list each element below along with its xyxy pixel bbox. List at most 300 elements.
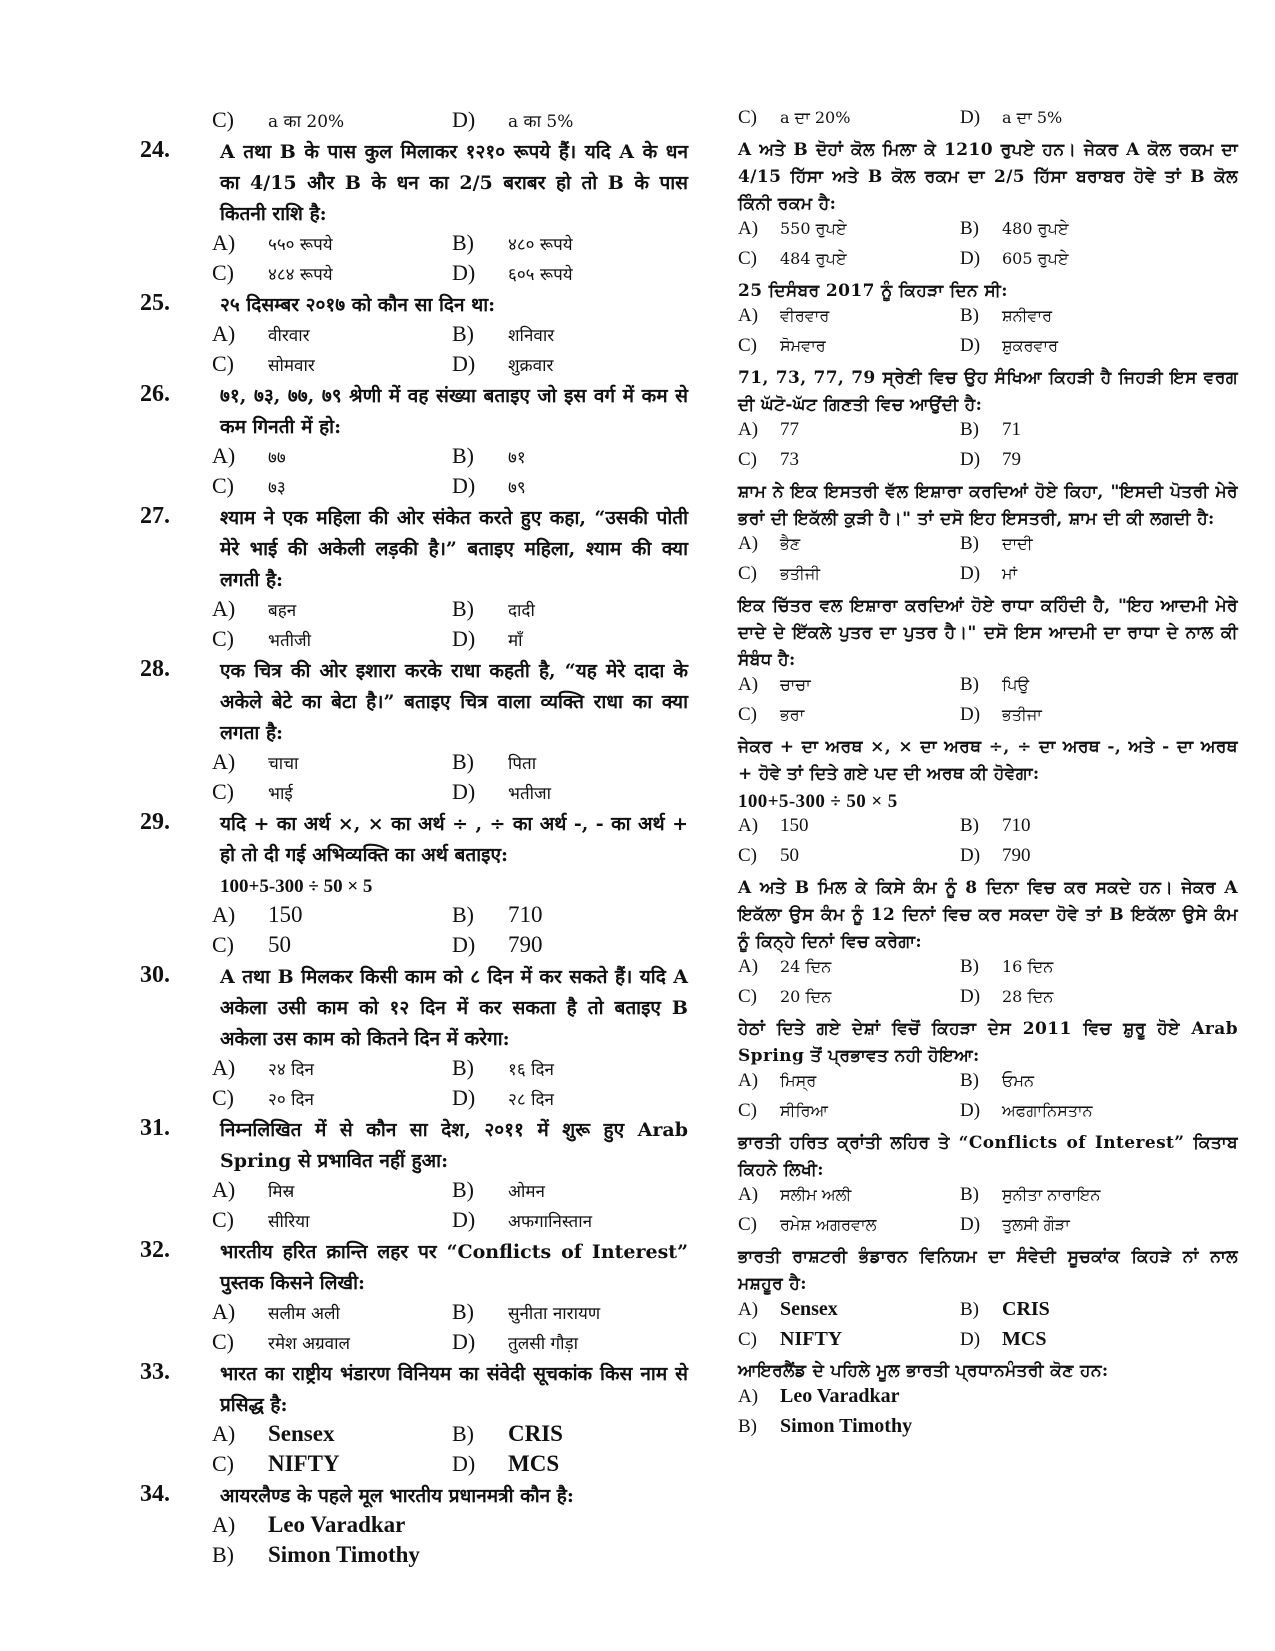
option [960,107,1062,129]
question-text: निम्नलिखित में से कौन सा देश, २०११ में शुरू हुए Arab Spring से प्रभावित नहीं हुआ: [220,1119,688,1172]
option-text: 150 [780,815,809,836]
option [212,351,315,377]
option [452,443,526,469]
option-label: B) [960,1184,979,1205]
option-label: B) [452,1299,474,1324]
option [960,305,1052,327]
options [140,596,688,656]
question [140,1115,688,1237]
option [738,986,831,1008]
option [452,1055,554,1081]
option [212,230,333,256]
option [212,1542,420,1568]
option-text: ਚਾਚਾ [780,675,811,694]
option-label: C) [212,1451,234,1476]
options [738,674,1238,734]
option [452,1329,578,1355]
options [738,305,1238,365]
option [738,107,850,129]
option [212,321,310,347]
option [212,749,298,775]
question-number: 24. [140,137,170,163]
question-text: A तथा B मिलकर किसी काम को ८ दिन में कर सकते हैं। यदि A अकेला उसी काम को १२ दिन में कर सकता है तो बताइए B अकेला उस काम को कितने दिन में करेगा: [220,966,688,1050]
question-text: श्याम ने एक महिला की ओर संकेत करते हुए कहा, “उसकी पोती मेरे भाई की अकेली लड़की है।” बताइए महिला, श्याम की क्या लगती है: [220,507,688,591]
option-text: a ਦਾ 5% [1002,108,1063,127]
option [738,1415,912,1438]
option [738,335,826,357]
option-text: २४ दिन [268,1060,314,1080]
option-label: B) [452,1421,474,1446]
option-label: D) [960,1214,981,1235]
option [738,305,829,327]
option-text: ਪਿਉ [1002,675,1030,694]
option [212,260,333,286]
option-label: C) [738,1100,757,1121]
options [738,218,1238,278]
option [738,845,799,867]
option [738,1385,899,1408]
option-text: 50 [268,932,291,957]
option-label: D) [452,473,476,498]
option [738,1184,851,1206]
option-text: 50 [780,845,799,866]
option-text: 480 ਰੁਪਏ [1002,219,1069,238]
question-text: भारतीय हरित क्रान्ति लहर पर “Conflicts of Interest” पुस्तक किसने लिखी: [220,1241,688,1294]
option-label: D) [452,1451,476,1476]
option [212,1512,405,1538]
options [140,749,688,809]
option-label: C) [738,248,757,269]
option [738,563,820,585]
option-text: 710 [508,902,543,927]
option-text: ४८० रूपये [508,235,573,255]
option-text: भतीजी [268,631,312,651]
option-label: D) [960,986,981,1007]
option [452,626,523,652]
option [212,1055,314,1081]
option [960,419,1021,441]
option-text: १६ दिन [508,1060,554,1080]
option [960,674,1029,696]
option-text: ਸੋਮਵਾਰ [780,336,826,355]
question [140,381,688,503]
option-text: 790 [1002,845,1031,866]
option-label: A) [212,749,236,774]
question-number: 34. [140,1481,170,1507]
option-text: ਸ਼ੁਕਰਵਾਰ [1002,336,1059,355]
option-label: A) [738,674,759,695]
option-label: A) [212,1421,236,1446]
question-number: 26. [140,381,170,407]
options [140,443,688,503]
option-text: ਭਰਾ [780,705,805,724]
option-label: A) [738,305,759,326]
option-label: B) [960,218,979,239]
option [452,1451,559,1477]
question-number: 27. [140,503,170,529]
option-label: C) [212,1329,234,1354]
option-text: Sensex [780,1298,838,1320]
option-label: A) [738,1070,759,1091]
question [140,1481,688,1572]
option-text: माँ [508,631,523,651]
option-text: MCS [1002,1328,1047,1350]
option [452,107,573,133]
option-label: A) [738,815,759,836]
option-label: B) [452,596,474,621]
option-text: ਮਿਸ੍ਰ [780,1071,817,1090]
options [140,107,688,137]
option-text: 77 [780,419,799,440]
option [738,1328,842,1351]
option-label: C) [738,704,757,725]
option-text: ਦਾਦੀ [1002,534,1033,553]
option [738,1100,828,1122]
option-label: D) [452,260,476,285]
option [212,1085,314,1111]
option-label: D) [452,107,476,132]
option-label: A) [738,419,759,440]
option-text: भतीजा [508,784,552,804]
option-label: B) [960,815,979,836]
question [738,278,1238,365]
option-label: D) [452,1207,476,1232]
option-label: B) [452,1055,474,1080]
question-text: A ਅਤੇ B ਦੋਹਾਂ ਕੋਲ ਮਿਲਾ ਕੇ 1210 ਰੁਪਏ ਹਨ। ਜੇਕਰ A ਕੋਲ ਰਕਮ ਦਾ 4/15 ਹਿੱਸਾ ਅਤੇ B ਕੋਲ ਰਕਮ ਦਾ 2/5 ਹਿੱਸਾ ਬਰਾਬਰ ਹੋਵੇ ਤਾਂ B ਕੋਲ ਕਿੰਨੀ ਰਕਮ ਹੈ: [738,140,1238,214]
option-text: ਤੁਲਸੀ ਗੌੜਾ [1002,1215,1070,1234]
options [738,533,1238,593]
option-label: D) [960,704,981,725]
option [960,845,1031,867]
option-text: 73 [780,449,799,470]
option-text: 28 ਦਿਨ [1002,987,1054,1006]
options [738,419,1238,479]
option-label: D) [960,107,981,128]
options [738,1385,1238,1445]
option-label: B) [738,1416,757,1437]
option-label: A) [212,902,236,927]
option [960,956,1053,978]
options [738,956,1238,1016]
option-label: A) [738,956,759,977]
option-text: a का 20% [268,112,345,132]
option [738,815,809,837]
option-label: D) [960,1329,981,1350]
option [738,449,799,471]
option [738,956,831,978]
option-label: B) [452,1177,474,1202]
option-text: ५५० रूपये [268,235,333,255]
option-label: C) [212,351,234,376]
option-label: C) [212,107,234,132]
option [960,563,1017,585]
option-text: ਭੈਣ [780,534,801,553]
option-text: ਭਤੀਜਾ [1002,705,1042,724]
option-text: अफगानिस्तान [508,1212,593,1232]
question [738,1130,1238,1244]
option-label: B) [960,1070,979,1091]
expression: 100+5-300 ÷ 50 × 5 [738,791,898,812]
option-text: ਸਲੀਮ ਅਲੀ [780,1185,852,1204]
question-text: ਆਇਰਲੈਂਡ ਦੇ ਪਹਿਲੇ ਮੂਲ ਭਾਰਤੀ ਪ੍ਰਧਾਨਮੰਤਰੀ ਕੋਣ ਹਨ: [738,1361,1109,1381]
option [212,1177,294,1203]
option-text: ७३ [268,478,286,498]
option-label: C) [212,779,234,804]
option [212,932,291,958]
option-label: B) [960,1299,979,1320]
option [738,1298,838,1321]
question-text: यदि + का अर्थ ×, × का अर्थ ÷ , ÷ का अर्थ -, - का अर्थ + हो तो दी गई अभिव्यक्ति का अर्थ बताइए: [220,813,688,866]
option-text: ਸੁਨੀਤਾ ਨਾਰਾਇਨ [1002,1185,1101,1204]
question-number: 29. [140,809,170,835]
option-text: a ਦਾ 20% [780,108,851,127]
option-label: D) [960,335,981,356]
option-text: ਸੀਰਿਆ [780,1101,828,1120]
option-text: ਸ਼ਨੀਵਾਰ [1002,306,1052,325]
option [960,449,1021,471]
option-text: NIFTY [268,1451,340,1476]
option [452,1299,600,1325]
option-label: A) [212,1055,236,1080]
question-number: 25. [140,290,170,316]
option [960,248,1069,270]
option-text: ६०५ रूपये [508,265,573,285]
option [212,1451,340,1477]
question [738,365,1238,479]
option-text: Leo Varadkar [268,1512,406,1537]
option-label: C) [212,473,234,498]
option [452,596,535,622]
option-text: CRIS [1002,1298,1050,1320]
options [140,1512,688,1572]
option-label: C) [738,1329,757,1350]
question-text: ਹੇਠਾਂ ਦਿਤੇ ਗਏ ਦੇਸ਼ਾਂ ਵਿਚੋਂ ਕਿਹੜਾ ਦੇਸ 2011 ਵਿਚ ਸ਼ੁਰੂ ਹੋਏ Arab Spring ਤੋਂ ਪ੍ਰਭਾਵਤ ਨਹੀ ਹੋਇਆ: [738,1019,1238,1066]
option-text: Sensex [268,1421,335,1446]
question-text: ਇਕ ਚਿੱਤਰ ਵਲ ਇਸ਼ਾਰਾ ਕਰਦਿਆਂ ਹੋਏ ਰਾਧਾ ਕਹਿੰਦੀ ਹੈ, "ਇਹ ਆਦਮੀ ਮੇਰੇ ਦਾਦੇ ਦੇ ਇੱਕਲੇ ਪੁਤਰ ਦਾ ਪੁਤਰ ਹੈ।" ਦਸੋ ਇਸ ਆਦਮੀ ਦਾ ਰਾਧਾ ਦੇ ਨਾਲ ਕੀ ਸੰਬੰਧ ਹੈ: [738,596,1238,670]
options [738,1298,1238,1358]
option-text: तुलसी गौड़ा [508,1334,578,1354]
question-text: भारत का राष्ट्रीय भंडारण विनियम का संवेदी सूचकांक किस नाम से प्रसिद्ध है: [220,1363,688,1416]
option-label: A) [212,596,236,621]
option-label: A) [738,1299,759,1320]
question-text: आयरलैण्ड के पहले मूल भारतीय प्रधानमत्री कौन है: [220,1485,574,1507]
option-label: C) [738,335,757,356]
option-text: 16 ਦਿਨ [1002,957,1054,976]
question [140,503,688,656]
option [738,704,804,726]
question [140,1237,688,1359]
question [738,479,1238,593]
option [212,473,286,499]
option-text: 24 ਦਿਨ [780,957,832,976]
option-text: बहन [268,601,297,621]
question [140,656,688,809]
punjabi-column [738,107,1238,1445]
option-label: C) [212,1085,234,1110]
option-text: वीरवार [268,326,310,346]
option-label: B) [960,419,979,440]
option-label: A) [212,1512,236,1537]
option-label: A) [738,1184,759,1205]
question-number: 32. [140,1237,170,1263]
question-text: ७१, ७३, ७७, ७९ श्रेणी में वह संख्या बताइए जो इस वर्ग में कम से कम गिनती में हो: [220,385,688,438]
option [452,1421,563,1447]
option [212,1329,350,1355]
question [738,734,1238,875]
option [960,1328,1046,1351]
option-label: B) [960,533,979,554]
options [738,815,1238,875]
option-text: २० दिन [268,1090,314,1110]
option [960,704,1042,726]
option [212,626,311,652]
option-label: B) [960,305,979,326]
option-label: D) [960,449,981,470]
option-label: C) [212,626,234,651]
option-label: C) [738,1214,757,1235]
question-text: २५ दिसम्बर २०१७ को कौन सा दिन था: [220,294,496,316]
option-text: 484 ਰੁਪਏ [780,249,847,268]
option-text: 605 ਰੁਪਏ [1002,249,1069,268]
option [960,1070,1034,1092]
option-label: D) [960,563,981,584]
option [452,779,551,805]
option [452,902,543,928]
question [140,137,688,290]
question-number: 28. [140,656,170,682]
option-label: B) [452,749,474,774]
option-text: a का 5% [508,112,574,132]
option [452,1207,592,1233]
option-text: सोमवार [268,356,315,376]
option-label: A) [738,1386,759,1407]
option-label: B) [960,956,979,977]
option-text: ਮਾਂ [1002,564,1018,583]
option-label: B) [452,230,474,255]
option-label: C) [212,1207,234,1232]
option-text: 79 [1002,449,1021,470]
option-text: Simon Timothy [268,1542,420,1567]
option [960,533,1033,555]
option [452,321,554,347]
option [960,335,1058,357]
option-text: सलीम अली [268,1304,340,1324]
option-text: 790 [508,932,543,957]
option [738,419,799,441]
option-label: C) [738,107,757,128]
option-text: सीरिया [268,1212,310,1232]
option [960,1184,1100,1206]
option-label: A) [738,533,759,554]
option-label: B) [452,443,474,468]
option-label: B) [212,1542,234,1567]
option-text: पिता [508,754,537,774]
option-label: C) [738,845,757,866]
option [960,815,1031,837]
option-text: दादी [508,601,535,621]
expression: 100+5-300 ÷ 50 × 5 [220,876,373,897]
option-text: 71 [1002,419,1021,440]
option [452,1177,545,1203]
options [738,1070,1238,1130]
option-label: D) [960,1100,981,1121]
option-label: D) [960,248,981,269]
option-label: C) [738,563,757,584]
question-text: ਭਾਰਤੀ ਹਰਿਤ ਕ੍ਰਾਂਤੀ ਲਹਿਰ ਤੇ “Conflicts of Interest” ਕਿਤਾਬ ਕਿਹਨੇ ਲਿਖੀ: [738,1133,1238,1180]
option-text: २८ दिन [508,1090,554,1110]
option-text: शनिवार [508,326,555,346]
option-text: NIFTY [780,1328,843,1350]
option-label: D) [452,932,476,957]
option-text: 20 ਦਿਨ [780,987,832,1006]
option [738,1070,816,1092]
option-text: Leo Varadkar [780,1385,900,1407]
hindi-column [140,107,688,1572]
option [212,779,293,805]
option-text: ४८४ रूपये [268,265,333,285]
option-text: ७९ [508,478,526,498]
option-text: ਵੀਰਵਾਰ [780,306,830,325]
question [738,137,1238,278]
option-label: D) [452,779,476,804]
question [140,809,688,962]
option-text: शुक्रवार [508,356,554,376]
question [140,290,688,381]
option-label: D) [452,351,476,376]
option-text: रमेश अग्रवाल [268,1334,351,1354]
question-text: A ਅਤੇ B ਮਿਲ ਕੇ ਕਿਸੇ ਕੰਮ ਨੂੰ 8 ਦਿਨਾ ਵਿਚ ਕਰ ਸਕਦੇ ਹਨ। ਜੇਕਰ A ਇਕੱਲਾ ਉਸ ਕੰਮ ਨੂੰ 12 ਦਿਨਾਂ ਵਿਚ ਕਰ ਸਕਦਾ ਹੋਵੇ ਤਾਂ B ਇਕੱਲਾ ਉਸੇ ਕੰਮ ਨੂੰ ਕਿਨ੍ਹੇ ਦਿਨਾਂ ਵਿਚ ਕਰੇਗਾ: [738,878,1238,952]
option-label: A) [738,218,759,239]
question [738,593,1238,734]
option-label: B) [452,902,474,927]
option-text: ७१ [508,448,526,468]
options [140,1421,688,1481]
option-label: D) [452,626,476,651]
option [452,351,553,377]
option [212,1421,334,1447]
option [212,902,303,928]
option-text: CRIS [508,1421,563,1446]
option [212,443,286,469]
option [738,218,847,240]
option-text: 550 ਰੁਪਏ [780,219,847,238]
question-text: 25 ਦਿਸੰਬਰ 2017 ਨੂੰ ਕਿਹੜਾ ਦਿਨ ਸੀ: [738,281,1008,301]
option [738,533,800,555]
option [738,248,847,270]
options [140,230,688,290]
option [960,1298,1050,1321]
option [452,932,543,958]
option [738,674,811,696]
option-label: A) [212,321,236,346]
option [452,230,573,256]
question [738,1358,1238,1445]
option-label: C) [212,260,234,285]
option-label: C) [738,986,757,1007]
question-text: ਸ਼ਾਮ ਨੇ ਇਕ ਇਸਤਰੀ ਵੱਲ ਇਸ਼ਾਰਾ ਕਰਦਿਆਂ ਹੋਏ ਕਿਹਾ, "ਇਸਦੀ ਪੋਤਰੀ ਮੇਰੇ ਭਰਾਂ ਦੀ ਇਕੱਲੀ ਕੁੜੀ ਹੈ।" ਤਾਂ ਦਸੋ ਇਹ ਇਸਤਰੀ, ਸ਼ਾਮ ਦੀ ਕੀ ਲਗਦੀ ਹੈ: [738,482,1238,529]
option-label: D) [452,1329,476,1354]
question-text: ਜੇਕਰ + ਦਾ ਅਰਥ ×, × ਦਾ ਅਰਥ ÷, ÷ ਦਾ ਅਰਥ -, ਅਤੇ - ਦਾ ਅਰਥ + ਹੋਵੇ ਤਾਂ ਦਿਤੇ ਗਏ ਪਦ ਦੀ ਅਰਥ ਕੀ ਹੋਵੇਗਾ: [738,737,1238,784]
question [738,1244,1238,1358]
options [140,1299,688,1359]
option-label: D) [452,1085,476,1110]
options [738,107,1238,137]
option-text: Simon Timothy [780,1415,913,1437]
option-label: C) [212,932,234,957]
option-label: B) [960,674,979,695]
option-text: MCS [508,1451,560,1476]
options [738,1184,1238,1244]
